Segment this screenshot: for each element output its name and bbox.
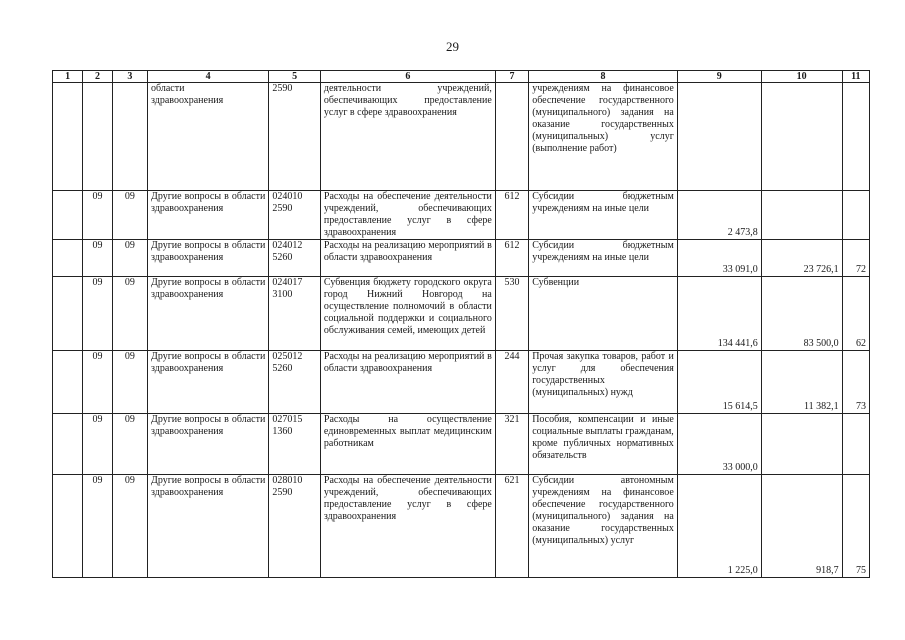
cell-expense-type-code: 621	[495, 475, 528, 578]
cell-col1	[53, 475, 83, 578]
column-header: 4	[148, 71, 269, 83]
cell-section: 09	[83, 277, 112, 351]
cell-expense-type: Прочая закупка товаров, работ и услуг для обеспечения государственных (муниципальных) нужд	[529, 351, 678, 414]
cell-target-code: 2590	[269, 83, 321, 191]
cell-expense-type-code: 612	[495, 191, 528, 240]
cell-subsection: 09	[112, 475, 147, 578]
table-row	[53, 475, 870, 578]
column-header: 3	[112, 71, 147, 83]
cell-col1	[53, 414, 83, 475]
cell-section	[83, 83, 112, 191]
cell-subsection	[112, 83, 147, 191]
cell-section-name: Другие вопросы в области здравоохранения	[148, 191, 269, 240]
cell-executed: 918,7	[761, 475, 842, 578]
table-row	[53, 351, 870, 414]
cell-percent: 73	[842, 351, 869, 414]
table-row	[53, 277, 870, 351]
table-row	[53, 191, 870, 240]
cell-expense-type: Субсидии бюджетным учреждениям на иные цели	[529, 240, 678, 277]
cell-executed: 11 382,1	[761, 351, 842, 414]
cell-expense-type: Пособия, компенсации и иные социальные выплаты гражданам, кроме публичных нормативных обязательств	[529, 414, 678, 475]
column-header: 11	[842, 71, 869, 83]
cell-executed	[761, 191, 842, 240]
column-header: 8	[529, 71, 678, 83]
cell-expense-type: Субвенции	[529, 277, 678, 351]
cell-expense-description: Расходы на осуществление единовременных выплат медицинским работникам	[320, 414, 495, 475]
column-header: 6	[320, 71, 495, 83]
cell-executed: 23 726,1	[761, 240, 842, 277]
cell-section-name: Другие вопросы в области здравоохранения	[148, 351, 269, 414]
page-number: 29	[446, 39, 459, 54]
column-header: 9	[677, 71, 761, 83]
cell-expense-description: Субвенция бюджету городского округа город Нижний Новгород на осуществление полномочий в области социальной поддержки и социального обслуживания семей, имеющих детей	[320, 277, 495, 351]
cell-section: 09	[83, 191, 112, 240]
column-header: 2	[83, 71, 112, 83]
cell-target-code: 028010 2590	[269, 475, 321, 578]
cell-expense-type-code: 244	[495, 351, 528, 414]
header-row	[53, 71, 870, 83]
cell-percent	[842, 83, 869, 191]
column-header: 7	[495, 71, 528, 83]
cell-section-name: Другие вопросы в области здравоохранения	[148, 414, 269, 475]
cell-target-code: 024010 2590	[269, 191, 321, 240]
cell-section: 09	[83, 351, 112, 414]
cell-planned: 134 441,6	[677, 277, 761, 351]
table-header	[53, 71, 870, 83]
cell-planned: 2 473,8	[677, 191, 761, 240]
cell-planned	[677, 83, 761, 191]
cell-expense-type: учреждениям на финансовое обеспечение государственного (муниципального) задания на оказание государственных (муниципальных) услуг (выполнение работ)	[529, 83, 678, 191]
cell-expense-description: Расходы на обеспечение деятельности учреждений, обеспечивающих предоставление услуг в сфере здравоохранения	[320, 475, 495, 578]
column-header: 1	[53, 71, 83, 83]
cell-section-name: Другие вопросы в области здравоохранения	[148, 240, 269, 277]
cell-col1	[53, 277, 83, 351]
table-row	[53, 414, 870, 475]
cell-section: 09	[83, 414, 112, 475]
cell-expense-description: Расходы на обеспечение деятельности учреждений, обеспечивающих предоставление услуг в сфере здравоохранения	[320, 191, 495, 240]
cell-expense-description: деятельности учреждений, обеспечивающих предоставление услуг в сфере здравоохранения	[320, 83, 495, 191]
cell-expense-description: Расходы на реализацию мероприятий в области здравоохранения	[320, 351, 495, 414]
cell-expense-type: Субсидии бюджетным учреждениям на иные цели	[529, 191, 678, 240]
table-row	[53, 240, 870, 277]
cell-expense-type-code	[495, 83, 528, 191]
cell-planned: 33 091,0	[677, 240, 761, 277]
cell-expense-description: Расходы на реализацию мероприятий в области здравоохранения	[320, 240, 495, 277]
cell-target-code: 024017 3100	[269, 277, 321, 351]
cell-section-name: области здравоохранения	[148, 83, 269, 191]
cell-percent	[842, 191, 869, 240]
cell-planned: 33 000,0	[677, 414, 761, 475]
cell-col1	[53, 83, 83, 191]
cell-expense-type-code: 321	[495, 414, 528, 475]
cell-section: 09	[83, 475, 112, 578]
cell-subsection: 09	[112, 351, 147, 414]
cell-subsection: 09	[112, 414, 147, 475]
cell-col1	[53, 351, 83, 414]
cell-percent	[842, 414, 869, 475]
cell-planned: 1 225,0	[677, 475, 761, 578]
cell-section-name: Другие вопросы в области здравоохранения	[148, 475, 269, 578]
cell-percent: 75	[842, 475, 869, 578]
cell-section: 09	[83, 240, 112, 277]
budget-table	[52, 70, 870, 578]
cell-percent: 62	[842, 277, 869, 351]
column-header: 10	[761, 71, 842, 83]
cell-expense-type: Субсидии автономным учреждениям на финансовое обеспечение государственного (муниципального) задания на оказание государственных (муниципальных) услуг	[529, 475, 678, 578]
cell-percent: 72	[842, 240, 869, 277]
cell-subsection: 09	[112, 277, 147, 351]
cell-subsection: 09	[112, 240, 147, 277]
cell-col1	[53, 240, 83, 277]
column-header: 5	[269, 71, 321, 83]
cell-target-code: 027015 1360	[269, 414, 321, 475]
cell-subsection: 09	[112, 191, 147, 240]
cell-target-code: 025012 5260	[269, 351, 321, 414]
cell-col1	[53, 191, 83, 240]
cell-target-code: 024012 5260	[269, 240, 321, 277]
cell-expense-type-code: 530	[495, 277, 528, 351]
cell-executed	[761, 414, 842, 475]
cell-executed: 83 500,0	[761, 277, 842, 351]
cell-executed	[761, 83, 842, 191]
cell-planned: 15 614,5	[677, 351, 761, 414]
cell-expense-type-code: 612	[495, 240, 528, 277]
table-row	[53, 83, 870, 191]
cell-section-name: Другие вопросы в области здравоохранения	[148, 277, 269, 351]
